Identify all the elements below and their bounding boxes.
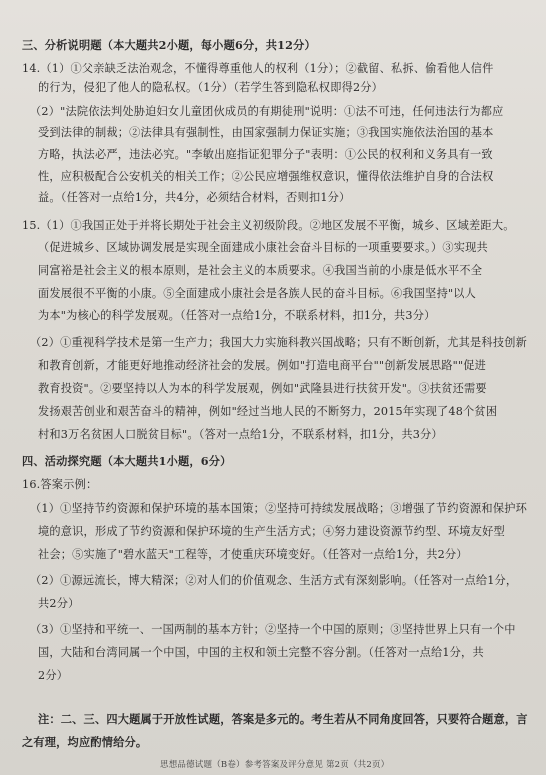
text-line: 社会；⑤实施了"碧水蓝天"工程等，才使重庆环境变好。（任答对一点给1分，共2分） (38, 548, 468, 561)
text-line: 同富裕是社会主义的根本原则，是社会主义的本质要求。④我国当前的小康是低水平不全 (38, 264, 483, 277)
text-line: （2）①重视科学技术是第一生产力；我国大力实施科教兴国战略；只有不断创新，尤其是科技创新 (30, 336, 527, 349)
text-line: 面发展很不平衡的小康。⑤全面建成小康社会是各族人民的奋斗目标。⑥我国坚持"以人 (38, 287, 477, 300)
text-line: 共2分） (38, 597, 80, 610)
text-line: 16.答案示例： (22, 478, 98, 491)
text-line: 为本"为核心的科学发展观。（任答对一点给1分，不联系材料，扣1分，共3分） (38, 309, 436, 322)
text-line: 方略，执法必严，违法必究。"李敏出庭指证犯罪分子"表明：①公民的权利和义务具有一致 (38, 148, 493, 161)
text-line: 14.（1）①父亲缺乏法治观念，不懂得尊重他人的权利（1分）；②截留、私拆、偷看他人信件 (22, 62, 494, 75)
text-line: （2）①源远流长，博大精深；②对人们的价值观念、生活方式有深刻影响。（任答对一点给1分， (30, 574, 518, 587)
note-line: 之有理，均应酌情给分。 (22, 735, 148, 749)
text-line: 和教育创新，才能更好地推动经济社会的发展。例如"打造电商平台""创新发展思路""促进 (38, 359, 487, 372)
text-line: 村和3万名贫困人口脱贫目标"。（答对一点给1分，不联系材料，扣1分，共3分） (38, 428, 443, 441)
page-footer: 思想品德试题（B卷）参考答案及评分意见 第2页（共2页） (160, 760, 390, 770)
text-line: 境的意识，形成了节约资源和保护环境的生产生活方式；④努力建设资源节约型、环境友好型 (38, 525, 505, 538)
text-line: 15.（1）①我国正处于并将长期处于社会主义初级阶段。②地区发展不平衡，城乡、区域差距大。 (22, 219, 515, 232)
section-heading: 三、分析说明题（本大题共2小题，每小题6分，共12分） (22, 38, 316, 52)
text-line: （3）①坚持和平统一、一国两制的基本方针；②坚持一个中国的原则；③坚持世界上只有一个中 (30, 623, 516, 636)
text-line: （2）"法院依法判处胁迫妇女儿童团伙成员的有期徒刑"说明：①法不可违，任何违法行为都应 (30, 105, 504, 118)
text-line: 益。（任答对一点给1分，共4分，必须结合材料，否则扣1分） (38, 191, 351, 204)
text-line: 性，应积极配合公安机关的相关工作；②公民应增强维权意识，懂得依法维护自身的合法权 (38, 170, 494, 183)
text-line: 国，大陆和台湾同属一个中国，中国的主权和领土完整不容分割。（任答对一点给1分，共 (38, 646, 484, 659)
note-line: 注：二、三、四大题属于开放性试题，答案是多元的。考生若从不同角度回答，只要符合题意，言 (38, 712, 528, 726)
section-heading: 四、活动探究题（本大题共1小题，6分） (22, 454, 232, 468)
text-line: （促进城乡、区域协调发展是实现全面建成小康社会奋斗目标的一项重要要求。）③实现共 (38, 241, 488, 254)
text-line: 教育投资"。②要坚持以人为本的科学发展观，例如"武隆县进行扶贫开发"。③扶贫还需要 (38, 382, 487, 395)
text-line: 受到法律的制裁；②法律具有强制性，由国家强制力保证实施；③我国实施依法治国的基本 (38, 126, 494, 139)
text-line: 2分） (38, 669, 69, 682)
text-line: 的行为，侵犯了他人的隐私权。（1分）（若学生答到隐私权即得2分） (38, 81, 384, 94)
text-line: 发扬艰苦创业和艰苦奋斗的精神，例如"经过当地人民的不断努力，2015年实现了48个贫困 (38, 405, 498, 418)
text-line: （1）①坚持节约资源和保护环境的基本国策；②坚持可持续发展战略；③增强了节约资源和保护环 (30, 502, 527, 515)
